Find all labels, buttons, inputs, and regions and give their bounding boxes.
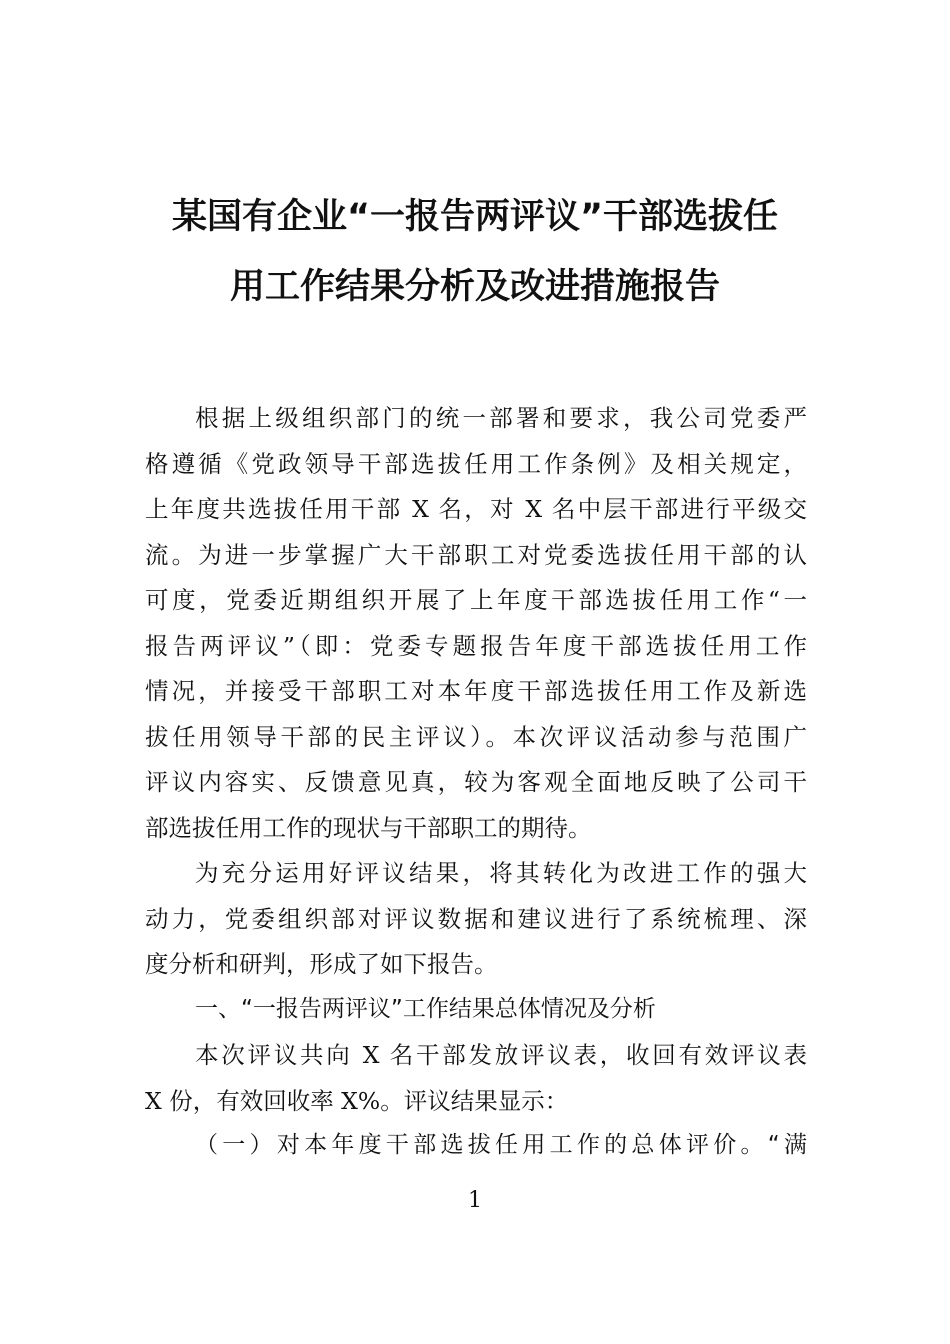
subsection-1-heading: （一）对本年度干部选拔任用工作的总体评价。“满 [195,1132,807,1158]
document-title-line-2: 用工作结果分析及改进措施报告 [229,267,720,307]
paragraph-1-line: 根据上级组织部门的统一部署和要求，我公司党委严 [195,404,807,432]
paragraph-2-line: 度分析和研判，形成了如下报告。 [145,950,498,978]
paragraph-3-line: 本次评议共向 X 名干部发放评议表，收回有效评议表 [195,1041,807,1069]
paragraph-1-line: 情况，并接受干部职工对本年度干部选拔任用工作及新选 [145,677,807,705]
paragraph-2-line: 为充分运用好评议结果，将其转化为改进工作的强大 [195,859,807,887]
paragraph-3-line: X 份，有效回收率 X%。评议结果显示： [145,1087,569,1115]
paragraph-1-line: 格遵循《党政领导干部选拔任用工作条例》及相关规定， [145,450,807,478]
paragraph-1-line: 评议内容实、反馈意见真，较为客观全面地反映了公司干 [145,768,807,796]
paragraph-1-line: 流。为进一步掌握广大干部职工对党委选拔任用干部的认 [145,541,807,569]
paragraph-1-line: 拔任用领导干部的民主评议）。本次评议活动参与范围广 [145,723,807,751]
paragraph-2-line: 动力，党委组织部对评议数据和建议进行了系统梳理、深 [145,905,807,933]
paragraph-1-line: 上年度共选拔任用干部 X 名，对 X 名中层干部进行平级交 [145,495,807,523]
paragraph-1-line: 报告两评议”（即：党委专题报告年度干部选拔任用工作 [145,632,807,660]
paragraph-1-line: 可度，党委近期组织开展了上年度干部选拔任用工作“一 [145,586,807,614]
document-title-line-1: 某国有企业“一报告两评议”干部选拔任 [171,197,778,237]
paragraph-1-line: 部选拔任用工作的现状与干部职工的期待。 [145,814,592,842]
section-1-heading: 一、“一报告两评议”工作结果总体情况及分析 [195,996,656,1022]
page-number: 1 [468,1188,482,1213]
